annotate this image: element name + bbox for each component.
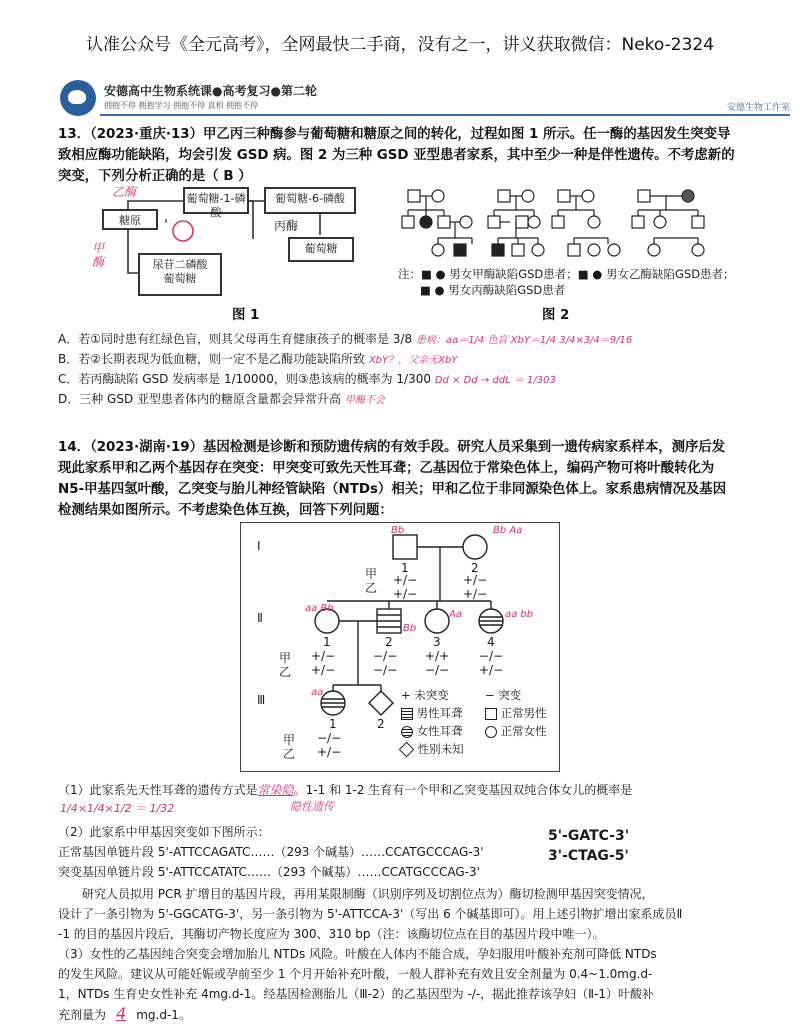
gen-ii-label: Ⅱ — [257, 611, 263, 625]
site-bottom-strand: 3'-CTAG-5' — [548, 848, 629, 864]
q13-option-c-text: C．若丙酶缺陷 GSD 发病率是 1/10000，则③患该病的概率为 1/300 — [58, 372, 431, 386]
header-divider — [100, 114, 790, 116]
hand-mark-ii1: aa Bb — [305, 603, 334, 614]
node-glucose: 葡萄糖 — [288, 237, 354, 262]
legend-normal-male — [485, 705, 547, 721]
legend-unknown-text: 性别未知 — [417, 742, 464, 756]
watermark-banner: 认准公众号《全元高考》，全网最快二手商，没有之一，讲义获取微信：Neko-2324 — [85, 35, 715, 55]
enzyme-jia-label: 甲酶 — [92, 241, 105, 269]
q13-stem-line1: 13．（2023·重庆·13）甲乙丙三种酶参与葡萄糖和糖原之间的转化，过程如图 1 所示。任一酶的基因发生突变导 — [58, 127, 731, 142]
ii1-number: 1 — [323, 635, 331, 649]
header-studio: 安德生物工作室 — [726, 103, 790, 113]
enzyme-bing-label: 丙酶 — [274, 219, 299, 233]
q14-p2-intro: （2）此家系中甲基因突变如下图所示： — [58, 825, 270, 839]
q14-p2-body3: -1 的目的基因片段后，其酶切产物长度应为 300、310 bp（注：该酶切位点在目的基因片段中唯一）。 — [58, 927, 605, 941]
seq-normal: 正常基因单链片段 5'-ATTCCAGATC……（293 个碱基）……CCATGCCCAG-3' — [58, 845, 484, 859]
q13-option-d — [58, 390, 798, 410]
i2-jia: +/− — [463, 573, 488, 587]
q13-stem-line3: 突变，下列分析正确的是（ B ） — [58, 169, 252, 184]
node-udpg — [138, 253, 222, 296]
i-jia-label: 甲 — [365, 567, 378, 581]
logo-icon — [60, 80, 96, 116]
i1-jia: +/− — [393, 573, 418, 587]
q14-p1-text: （1）此家系先天性耳聋的遗传方式是 — [58, 783, 258, 797]
q14-stem-line4: 检测结果如图所示。不考虑染色体互换，回答下列问题： — [58, 503, 393, 518]
header-subtitle: 拥抱不停 拥抱学习 拥抱不停 真相 拥抱不停 — [104, 101, 259, 110]
header-title: 安德高中生物系统课●高考复习●第二轮 — [104, 84, 317, 98]
q13-option-a-text: A．若①同时患有红绿色盲，则其父母再生育健康孩子的概率是 3/8 — [58, 332, 413, 346]
legend-male-deaf — [401, 705, 463, 721]
ii4-yi: +/− — [479, 663, 504, 677]
ii4-jia: −/− — [479, 649, 504, 663]
ii3-jia: +/+ — [425, 649, 450, 663]
q14-p3-unit: mg.d-1。 — [136, 1008, 191, 1022]
q13-stem-line2: 致相应酶功能缺陷，均会引发 GSD 病。图 2 为三种 GSD 亚型患者家系，其中至少一种是伴性遗传。不考虑新的 — [58, 148, 735, 163]
q13-option-c — [58, 370, 798, 390]
enzyme-yi-label: 乙酶 — [112, 185, 137, 199]
hand-mark-ii3: Aa — [449, 609, 462, 620]
hand-mark-i1: Bb — [391, 525, 405, 536]
normal-male-icon — [485, 708, 497, 720]
q14-p3-body1: （3）女性的乙基因纯合突变会增加胎儿 NTDs 风险。叶酸在人体内不能合成，孕妇服用叶酸补充剂可降低 NTDs — [58, 947, 657, 961]
ii-yi-label: 乙 — [279, 665, 292, 679]
normal-female-icon — [485, 726, 497, 738]
ii4-number: 4 — [487, 635, 495, 649]
q14-p3-body3: 1，NTDs 生育史女性补充 4mg.d-1。经基因检测胎儿（Ⅲ-2）的乙基因型为 -/-，据此推荐该孕妇（Ⅱ-1）叶酸补 — [58, 987, 655, 1001]
q13-option-b-text: B．若②长期表现为低血糖，则一定不是乙酶功能缺陷所致 — [58, 352, 365, 366]
ii2-yi: −/− — [373, 663, 398, 677]
seq-mutant: 突变基因单链片段 5'-ATTCCATATC……（293 个碱基）……CCATGCCCAG-3' — [58, 865, 480, 879]
legend-female-deaf-text: 女性耳聋 — [416, 724, 463, 738]
q14-stem — [58, 437, 798, 521]
iii1-yi: +/− — [317, 745, 342, 759]
q14-p1-answer: 常染隐 — [257, 783, 294, 797]
q14-stem-line1: 14．（2023·湖南·19）基因检测是诊断和预防遗传病的有效手段。研究人员采集到一遗传病家系样本，测序后发 — [58, 440, 726, 455]
gen-iii-label: Ⅲ — [257, 693, 266, 707]
hand-mark-i2: Bb Aa — [493, 525, 523, 536]
fig2-legend — [398, 266, 738, 298]
iii1-number: 1 — [329, 717, 337, 731]
ii1-jia: +/− — [311, 649, 336, 663]
udpg-line2: 葡萄糖 — [163, 272, 197, 285]
legend-unknown-sex — [401, 741, 464, 757]
fig2-legend-line1: 注：■ ● 男女甲酶缺陷GSD患者；■ ● 男女乙酶缺陷GSD患者； — [398, 267, 735, 281]
legend-minus: − 突变 — [485, 688, 522, 702]
q13-option-c-note: Dd × Dd → ddL ＝ 1/303 — [434, 375, 556, 386]
figure-1 — [88, 183, 373, 295]
q14-p1-line2: 1/4×1/4×1/2 ＝ 1/32 — [60, 802, 175, 815]
fig2-legend-line2: ■ ● 男女丙酶缺陷GSD患者 — [420, 283, 566, 297]
q14-p2-body — [58, 884, 798, 944]
fig1-caption: 图 1 — [232, 308, 260, 323]
iii2-number: 2 — [377, 717, 385, 731]
q13-options — [58, 330, 798, 410]
hand-mark-ii2: Bb — [403, 623, 417, 634]
q14-part1 — [58, 780, 798, 800]
ii3-yi: −/− — [425, 663, 450, 677]
site-top-strand: 5'-GATC-3' — [548, 828, 630, 844]
q14-p3-text: 充剂量为 — [58, 1008, 107, 1022]
q14-p3-answer: 4 — [116, 1004, 127, 1023]
q14-p3-body2: 的发生风险。建议从可能妊娠或孕前至少 1 个月开始补充叶酸，一般人群补充有效且安全剂量为 0.4~1.0mg.d- — [58, 967, 653, 981]
iii-yi-label: 乙 — [283, 747, 296, 761]
q14-p3-body4 — [58, 1004, 798, 1025]
legend-female-deaf — [401, 723, 463, 739]
gen-i-label: Ⅰ — [257, 539, 261, 553]
q14-pedigree — [240, 522, 560, 772]
ii-jia-label: 甲 — [279, 651, 292, 665]
ii2-number: 2 — [385, 635, 393, 649]
legend-normal-female — [485, 723, 547, 739]
i2-number: 2 — [471, 561, 479, 575]
q14-stem-line2: 现此家系甲和乙两个基因存在突变：甲突变可致先天性耳聋；乙基因位于常染色体上，编码产物可将叶酸转化为 — [58, 461, 715, 476]
i1-number: 1 — [401, 561, 409, 575]
page-header — [60, 78, 790, 126]
q14-stem-line3: N5-甲基四氢叶酸，乙突变与胎儿神经管缺陷（NTDs）相关；甲和乙位于非同源染色体上。家系患病情况及基因 — [58, 482, 727, 497]
figure-2 — [398, 166, 735, 297]
hand-mark-ii4: aa bb — [505, 609, 534, 620]
q13-option-d-text: D．三种 GSD 亚型患者体内的糖原含量都会异常升高 — [58, 392, 342, 406]
node-g1p: 葡萄糖-1-磷酸 — [183, 187, 249, 214]
q13-option-b-note: XbY？，父亲无XbY — [368, 355, 458, 366]
node-g6p: 葡萄糖-6-磷酸 — [264, 187, 356, 214]
male-deaf-icon — [401, 708, 413, 720]
legend-male-deaf-text: 男性耳聋 — [416, 706, 463, 720]
q14-p1-note: 隐性遗传 — [290, 800, 334, 813]
female-deaf-icon — [401, 726, 413, 738]
fig2-caption: 图 2 — [542, 308, 570, 323]
iii1-jia: −/− — [317, 731, 342, 745]
ii1-yi: +/− — [311, 663, 336, 677]
node-glycogen: 糖原 — [102, 209, 158, 230]
i1-yi: +/− — [393, 587, 418, 601]
udpg-line1: 尿苷二磷酸 — [152, 258, 208, 271]
i2-yi: +/− — [463, 587, 488, 601]
q13-option-a-note: 患病：aa＝1/4 色盲 XbY＝1/4 3/4×3/4＝9/16 — [415, 335, 633, 346]
unknown-sex-icon — [399, 742, 415, 758]
restriction-site — [548, 826, 629, 866]
i-yi-label: 乙 — [365, 581, 378, 595]
legend-normal-female-text: 正常女性 — [500, 724, 547, 738]
q14-p1-text-b: 。1-1 和 1-2 生育有一个甲和乙突变基因双纯合体女儿的概率是 — [293, 783, 633, 797]
figure-2-pedigrees — [398, 166, 728, 262]
q14-p2-body1: 研究人员拟用 PCR 扩增目的基因片段，再用某限制酶（识别序列及切割位点为）酶切检测甲基因突变情况， — [82, 887, 654, 901]
q13-option-b — [58, 350, 798, 370]
legend-plus: + 未突变 — [401, 688, 449, 702]
q13-option-a — [58, 330, 798, 350]
hand-mark-iii1: aa — [311, 687, 324, 698]
iii-jia-label: 甲 — [283, 733, 296, 747]
q14-part3 — [58, 944, 798, 1025]
ii2-jia: −/− — [373, 649, 398, 663]
q13-option-d-note: 甲酶不会 — [344, 395, 385, 406]
q14-p2-body2: 设计了一条引物为 5'-GGCATG-3'，另一条引物为 5'-ATTCCA-3'（写出 6 个碱基即可）。用上述引物扩增出家系成员Ⅱ — [58, 907, 683, 921]
ii3-number: 3 — [433, 635, 441, 649]
legend-normal-male-text: 正常男性 — [500, 706, 547, 720]
